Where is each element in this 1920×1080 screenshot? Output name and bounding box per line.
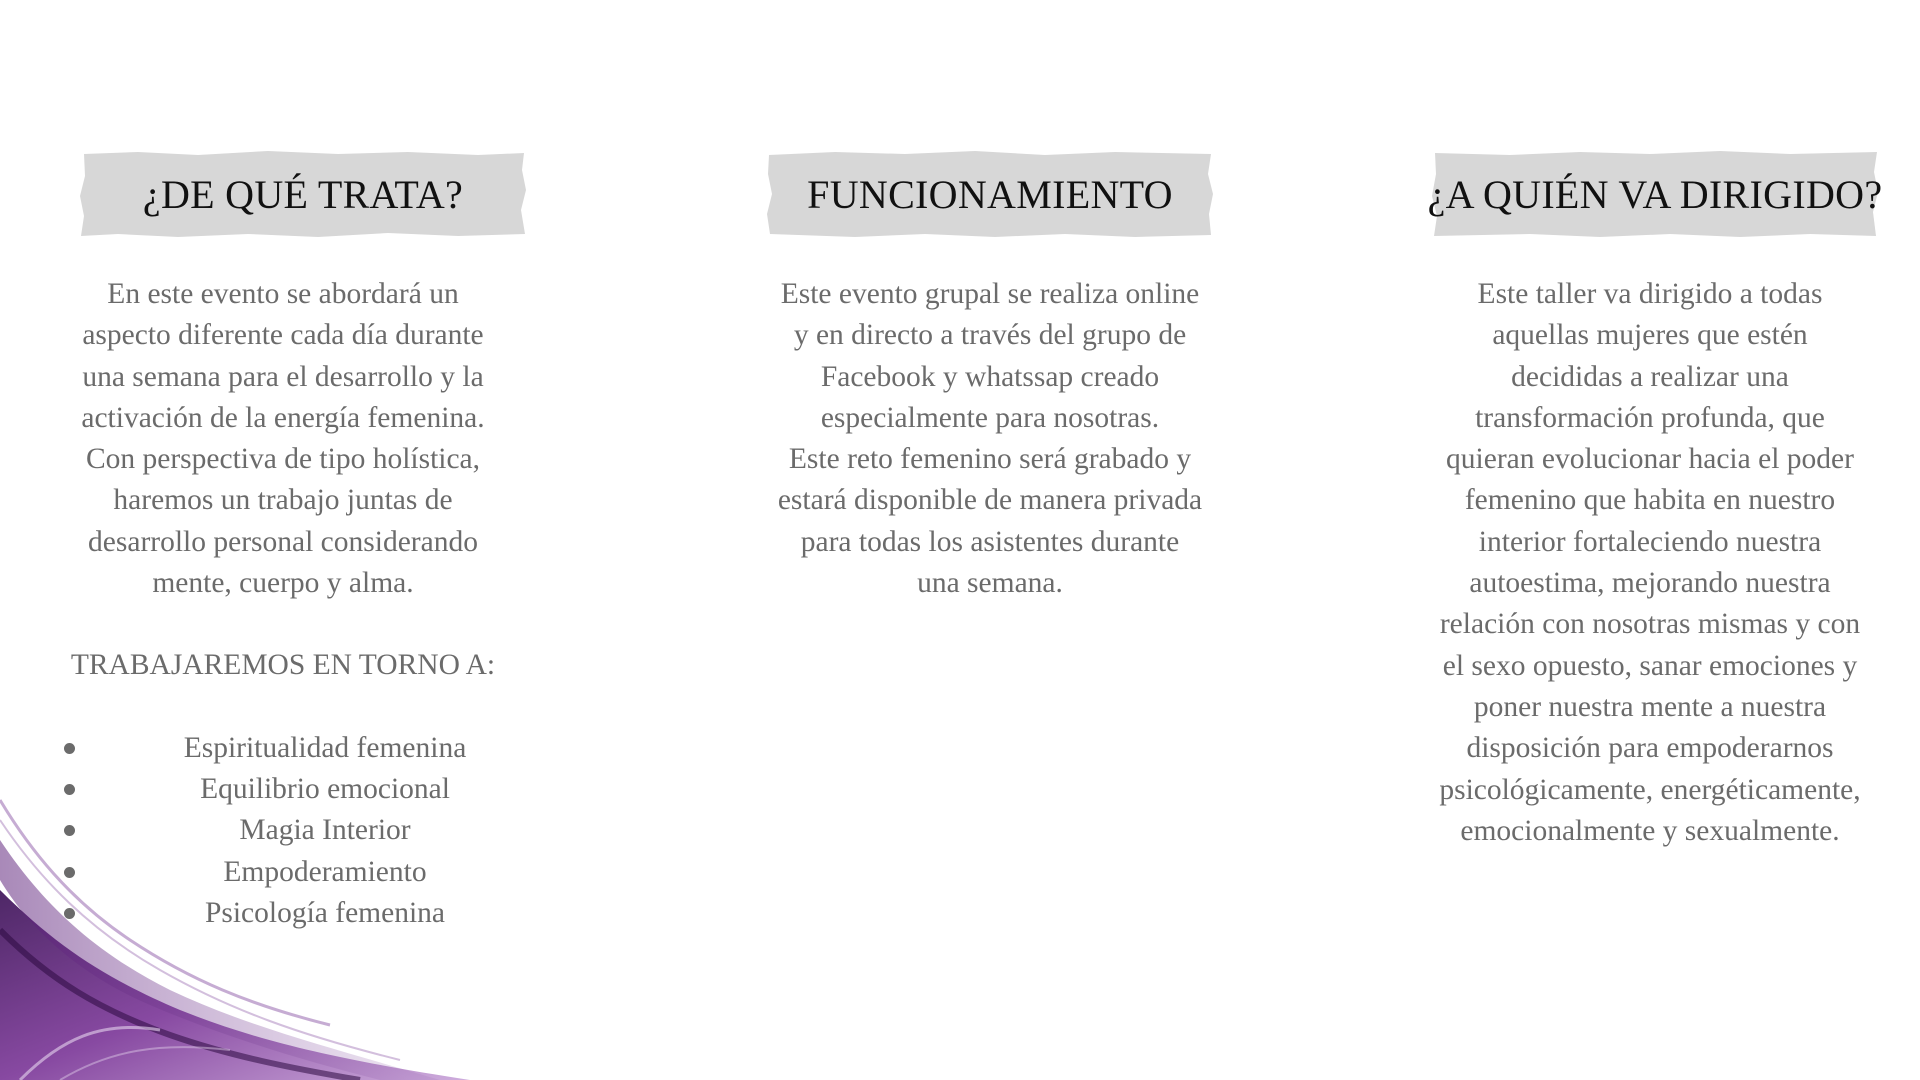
bullet-icon xyxy=(64,784,75,795)
column-about xyxy=(70,150,528,934)
list-item xyxy=(68,769,538,810)
body-line: poner nuestra mente a nuestra xyxy=(1473,690,1827,723)
bullet-icon xyxy=(64,743,75,754)
column-title: FUNCIONAMIENTO xyxy=(807,171,1173,217)
list-item xyxy=(68,852,538,893)
list-item xyxy=(68,728,538,769)
column-title: ¿DE QUÉ TRATA? xyxy=(142,171,464,217)
body-line: aquellas mujeres que estén xyxy=(1492,319,1808,352)
body-line: haremos un trabajo juntas de xyxy=(113,484,453,517)
body-line: femenino que habita en nuestro xyxy=(1464,484,1836,517)
body-line: decididas a realizar una xyxy=(1511,360,1789,393)
column-how-it-works xyxy=(765,150,1215,604)
body-line: Este evento grupal se realiza online xyxy=(780,278,1200,310)
list-item-label: Empoderamiento xyxy=(223,855,427,888)
body-line: autoestima, mejorando nuestra xyxy=(1469,567,1831,600)
body-line: interior fortaleciendo nuestra xyxy=(1478,525,1822,558)
body-line: quieran evolucionar hacia el poder xyxy=(1446,443,1854,476)
list-item-label: Magia Interior xyxy=(239,814,411,847)
column-title: ¿A QUIÉN VA DIRIGIDO? xyxy=(1427,171,1883,217)
body-line: Este reto femenino será grabado y xyxy=(788,443,1192,476)
body-line: aspecto diferente cada día durante xyxy=(82,319,484,352)
body-line: activación de la energía femenina. xyxy=(81,401,485,434)
title-banner xyxy=(78,150,528,238)
list-item xyxy=(68,810,538,851)
bullet-icon xyxy=(64,867,75,878)
body-line: especialmente para nosotras. xyxy=(820,401,1160,434)
body-line: estará disponible de manera privada xyxy=(777,484,1203,517)
title-banner xyxy=(765,150,1215,238)
body-line: transformación profunda, que xyxy=(1475,401,1825,434)
body-line: y en directo a través del grupo de xyxy=(793,319,1187,352)
body-line: disposición para empoderarnos xyxy=(1466,732,1834,765)
body-line: Facebook y whatssap creado xyxy=(820,360,1160,393)
body-line: una semana para el desarrollo y la xyxy=(82,360,484,393)
body-line: mente, cuerpo y alma. xyxy=(152,567,414,600)
topics-list xyxy=(68,728,538,934)
column-audience xyxy=(1427,150,1883,852)
body-line: emocionalmente y sexualmente. xyxy=(1460,814,1840,847)
title-banner xyxy=(1427,150,1883,238)
topics-subheading: TRABAJAREMOS EN TORNO A: xyxy=(70,649,496,682)
column-body xyxy=(38,274,528,604)
body-line: En este evento se abordará un xyxy=(107,278,459,310)
column-body xyxy=(1390,274,1910,852)
list-item-label: Psicología femenina xyxy=(204,896,446,929)
body-line: desarrollo personal considerando xyxy=(88,525,478,558)
list-item xyxy=(68,893,538,934)
list-item-label: Equilibrio emocional xyxy=(200,772,450,805)
list-item-label: Espiritualidad femenina xyxy=(183,731,467,764)
body-line: una semana. xyxy=(917,567,1063,600)
body-line: Este taller va dirigido a todas xyxy=(1477,278,1823,310)
body-line: psicológicamente, energéticamente, xyxy=(1439,773,1861,806)
bullet-icon xyxy=(64,908,75,919)
column-body xyxy=(730,274,1250,604)
body-line: Con perspectiva de tipo holística, xyxy=(85,443,481,476)
bullet-icon xyxy=(64,825,75,836)
body-line: el sexo opuesto, sanar emociones y xyxy=(1442,649,1858,682)
body-line: relación con nosotras mismas y con xyxy=(1439,608,1861,641)
body-line: para todas los asistentes durante xyxy=(800,525,1180,558)
